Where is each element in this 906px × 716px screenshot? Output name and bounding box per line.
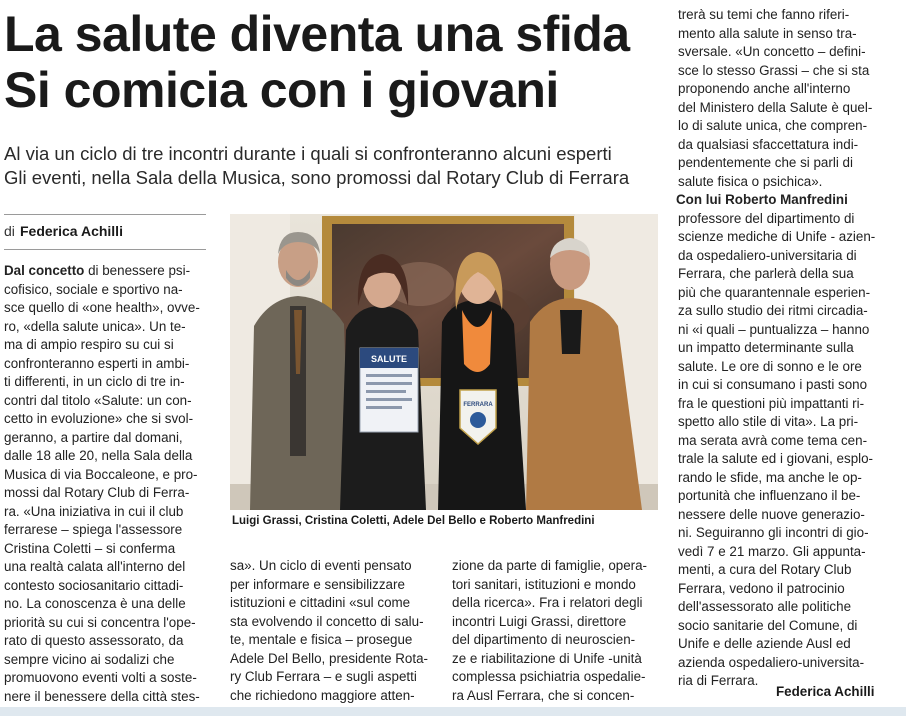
text-line: un impatto determinante sulla bbox=[678, 340, 854, 355]
byline bbox=[4, 214, 206, 250]
poster-text: SALUTE bbox=[371, 354, 407, 364]
byline-prefix: di bbox=[4, 223, 15, 239]
text-line: sce quello di «one health», ovve- bbox=[4, 300, 200, 315]
text-line: sa». Un ciclo di eventi pensato bbox=[230, 558, 412, 573]
text-line: pendentemente che si parli di bbox=[678, 155, 853, 170]
text-line: ma serata avrà come tema cen- bbox=[678, 432, 868, 448]
pennant-text: FERRARA bbox=[463, 402, 493, 408]
text-line: trale la salute ed i giovani, esplo- bbox=[678, 451, 874, 466]
text-line: mossi dal Rotary Club di Ferra- bbox=[4, 485, 190, 500]
text-line: rando le sfide, ma anche le op- bbox=[678, 469, 862, 485]
text-line: contesto sociosanitario cittadi- bbox=[4, 577, 184, 593]
text-line: scienze mediche di Unife - azien- bbox=[678, 229, 876, 244]
photo-caption: Luigi Grassi, Cristina Coletti, Adele Del Bello e Roberto Manfredini bbox=[232, 515, 595, 527]
subheadline-line-1: Al via un ciclo di tre incontri durante i quali si confronteranno alcuni esperti bbox=[4, 143, 612, 164]
article-column-1 bbox=[4, 262, 206, 706]
text-line: lo di salute unica, che compren- bbox=[678, 118, 868, 133]
text-line: zione da parte di famiglie, opera- bbox=[452, 558, 648, 573]
text-line: del dipartimento di neuroscien- bbox=[452, 632, 636, 647]
text-line: nere il benessere della città stes- bbox=[4, 688, 200, 704]
text-line: che richiedono maggiore atten- bbox=[230, 687, 415, 703]
article-column-4 bbox=[678, 6, 900, 691]
text-line: ry Club Ferrara – e sugli aspetti bbox=[230, 669, 417, 684]
text-line: mento alla salute in senso tra- bbox=[678, 25, 857, 41]
text-line: Adele Del Bello, presidente Rota- bbox=[230, 650, 428, 666]
text-line: sce lo stesso Grassi – che si sta bbox=[678, 62, 870, 78]
text-line: contri dal titolo «Salute: un con- bbox=[4, 392, 192, 408]
text-line: za sullo studio dei ritmi circadia- bbox=[678, 303, 868, 318]
text-line: ti differenti, in un ciclo di tre in- bbox=[4, 374, 185, 389]
text-line: cofisico, sociale e sportivo na- bbox=[4, 281, 183, 297]
text-line: ra. «Una iniziativa in cui il club bbox=[4, 503, 184, 519]
text-line: da qualsiasi sfaccettatura indi- bbox=[678, 136, 859, 152]
text-line: te, mentale e fisica – prosegue bbox=[230, 632, 413, 647]
text-line: del Ministero della Salute è quel- bbox=[678, 99, 873, 115]
text-line: ze e riabilitazione di Unife -unità bbox=[452, 650, 642, 666]
section-lead: Con lui Roberto Manfredini bbox=[676, 192, 848, 207]
text-line: ferrarese – spiega l'assessore bbox=[4, 522, 183, 537]
author-signature: Federica Achilli bbox=[776, 684, 875, 699]
text-line: Musica di via Boccaleone, e pro- bbox=[4, 466, 198, 482]
text-line: geranno, a partire dal domani, bbox=[4, 429, 183, 445]
text-line: Ferrara, vedono il patrocinio bbox=[678, 580, 845, 596]
text-line: sempre vicino ai sodalizi che bbox=[4, 651, 175, 667]
text-line: ra Ausl Ferrara, che si concen- bbox=[452, 687, 635, 703]
text-line: cetto in evoluzione» che si svol- bbox=[4, 411, 194, 426]
text-line: salute fisica o psichica». bbox=[678, 173, 823, 189]
text-line: dell'assessorato alle politiche bbox=[678, 599, 852, 614]
text-line: della ricerca». Fra i relatori degli bbox=[452, 595, 643, 610]
text-line: trerà su temi che fanno riferi- bbox=[678, 7, 850, 22]
text-line: nessere delle nuove generazio- bbox=[678, 506, 865, 522]
text-line: ni. Seguiranno gli incontri di gio- bbox=[678, 525, 869, 540]
text-line: portunità che influenzano il be- bbox=[678, 488, 861, 503]
text-line: per informare e sensibilizzare bbox=[230, 576, 405, 592]
text-line: tori sanitari, istituzioni e mondo bbox=[452, 576, 636, 592]
text-line: ria di Ferrara. bbox=[678, 673, 759, 688]
text-line: proponendo anche all'interno bbox=[678, 81, 851, 96]
headline-line-1: La salute diventa una sfida bbox=[4, 6, 630, 62]
text-line: spetto allo stile di vita». La pri- bbox=[678, 414, 859, 429]
group-photo-image bbox=[230, 214, 658, 510]
text-line: ro, «della salute unica». Un te- bbox=[4, 318, 186, 334]
text-line: ma di ampio respiro su cui si bbox=[4, 337, 174, 352]
text-line: Cristina Coletti – si conferma bbox=[4, 540, 176, 556]
article-photo bbox=[230, 214, 658, 510]
text-line: Ferrara, che parlerà della sua bbox=[678, 266, 854, 281]
article-column-3 bbox=[452, 557, 658, 705]
text-line bbox=[4, 262, 206, 281]
text-line: sversale. «Un concetto – defini- bbox=[678, 44, 866, 59]
text-line-rest: di benessere psi- bbox=[84, 263, 191, 278]
text-line: menti, a cura del Rotary Club bbox=[678, 562, 852, 577]
text-line: da ospedaliero-universitaria di bbox=[678, 247, 857, 263]
text-line: socio sanitarie del Comune, di bbox=[678, 617, 858, 633]
text-line: azienda ospedaliero-universita- bbox=[678, 654, 865, 670]
text-line: dalle 18 alle 20, nella Sala della bbox=[4, 448, 193, 463]
text-line: Unife e delle aziende Ausl ed bbox=[678, 636, 851, 651]
subheadline bbox=[4, 142, 664, 190]
text-line: salute. Le ore di sonno e le ore bbox=[678, 358, 862, 374]
lead-in: Dal concetto bbox=[4, 263, 85, 278]
text-line: rato di questo assessorato, da bbox=[4, 633, 184, 648]
text-line: promuovono eventi volti a soste- bbox=[4, 670, 197, 685]
text-line: istituzioni e cittadini «sul come bbox=[230, 595, 411, 610]
text-line: più che quarantennale esperien- bbox=[678, 284, 871, 300]
text-line: confronteranno esperti in ambi- bbox=[4, 355, 190, 371]
text-line: professore del dipartimento di bbox=[678, 210, 855, 226]
text-line: incontri Luigi Grassi, direttore bbox=[452, 613, 627, 629]
bottom-edge-strip bbox=[0, 707, 906, 716]
subheadline-line-2: Gli eventi, nella Sala della Musica, sono promossi dal Rotary Club di Ferrara bbox=[4, 167, 630, 188]
text-line: no. La conoscenza è una delle bbox=[4, 596, 186, 611]
byline-author: Federica Achilli bbox=[20, 223, 123, 239]
text-line: in cui si consumano i pasti sono bbox=[678, 377, 868, 392]
text-line: fra le questioni più impattanti ri- bbox=[678, 395, 865, 411]
text-line: ni «i quali – puntualizza – hanno bbox=[678, 321, 870, 337]
article-column-2 bbox=[230, 557, 436, 705]
text-line: sta evolvendo il concetto di salu- bbox=[230, 613, 424, 629]
text-line: complessa psichiatria ospedalie- bbox=[452, 669, 646, 684]
headline-line-2: Si comicia con i giovani bbox=[4, 62, 559, 118]
headline bbox=[4, 6, 664, 118]
text-line: vedì 7 e 21 marzo. Gli appunta- bbox=[678, 543, 866, 559]
text-line: una realtà calata all'interno del bbox=[4, 559, 186, 574]
text-line: priorità su cui si concentra l'ope- bbox=[4, 614, 196, 630]
